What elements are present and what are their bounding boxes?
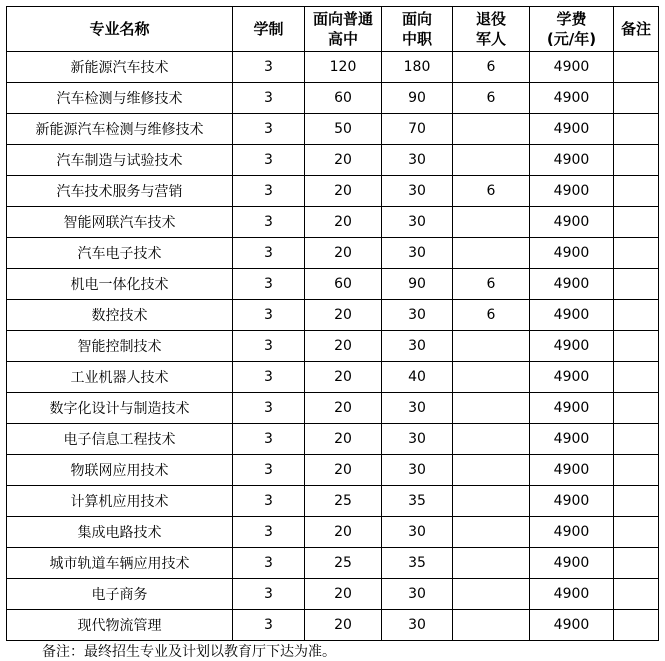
cell-remarks <box>614 145 659 176</box>
cell-vocational: 90 <box>382 83 453 114</box>
cell-veterans <box>453 455 530 486</box>
cell-duration: 3 <box>233 517 305 548</box>
cell-remarks <box>614 269 659 300</box>
cell-major-name: 数字化设计与制造技术 <box>7 393 233 424</box>
cell-veterans <box>453 517 530 548</box>
cell-vocational: 30 <box>382 393 453 424</box>
table-row <box>7 114 659 145</box>
cell-tuition: 4900 <box>530 579 614 610</box>
cell-tuition: 4900 <box>530 331 614 362</box>
cell-duration: 3 <box>233 455 305 486</box>
table-row <box>7 486 659 517</box>
cell-duration: 3 <box>233 393 305 424</box>
cell-duration: 3 <box>233 238 305 269</box>
cell-general-high-school: 60 <box>305 269 382 300</box>
cell-veterans: 6 <box>453 300 530 331</box>
table-row <box>7 393 659 424</box>
cell-remarks <box>614 579 659 610</box>
cell-general-high-school: 25 <box>305 548 382 579</box>
table-row <box>7 52 659 83</box>
header-veterans <box>453 7 530 52</box>
header-line2: 中职 <box>401 30 432 48</box>
header-line1: 专业名称 <box>89 20 150 38</box>
cell-vocational: 30 <box>382 238 453 269</box>
cell-vocational: 30 <box>382 424 453 455</box>
cell-major-name: 计算机应用技术 <box>7 486 233 517</box>
cell-general-high-school: 20 <box>305 207 382 238</box>
table-row <box>7 145 659 176</box>
cell-vocational: 35 <box>382 548 453 579</box>
cell-vocational: 180 <box>382 52 453 83</box>
cell-general-high-school: 120 <box>305 52 382 83</box>
cell-remarks <box>614 393 659 424</box>
cell-veterans <box>453 114 530 145</box>
cell-tuition: 4900 <box>530 238 614 269</box>
cell-tuition: 4900 <box>530 424 614 455</box>
cell-tuition: 4900 <box>530 362 614 393</box>
cell-remarks <box>614 83 659 114</box>
cell-duration: 3 <box>233 486 305 517</box>
cell-remarks <box>614 52 659 83</box>
cell-tuition: 4900 <box>530 114 614 145</box>
header-tuition <box>530 7 614 52</box>
cell-major-name: 机电一体化技术 <box>7 269 233 300</box>
cell-veterans <box>453 238 530 269</box>
cell-veterans <box>453 579 530 610</box>
cell-tuition: 4900 <box>530 393 614 424</box>
cell-veterans: 6 <box>453 83 530 114</box>
cell-veterans <box>453 362 530 393</box>
table-row <box>7 362 659 393</box>
cell-veterans <box>453 207 530 238</box>
footnote: 备注：最终招生专业及计划以教育厅下达为准。 <box>42 644 336 660</box>
cell-major-name: 汽车技术服务与营销 <box>7 176 233 207</box>
table-row <box>7 300 659 331</box>
cell-tuition: 4900 <box>530 517 614 548</box>
cell-duration: 3 <box>233 331 305 362</box>
cell-veterans <box>453 610 530 641</box>
header-line1: 退役 <box>475 10 506 28</box>
table-row <box>7 579 659 610</box>
cell-general-high-school: 20 <box>305 331 382 362</box>
table-row <box>7 176 659 207</box>
cell-vocational: 40 <box>382 362 453 393</box>
header-line2: 高中 <box>327 30 358 48</box>
header-line2: 军人 <box>475 30 506 48</box>
cell-vocational: 30 <box>382 145 453 176</box>
cell-duration: 3 <box>233 579 305 610</box>
table-row <box>7 331 659 362</box>
cell-tuition: 4900 <box>530 486 614 517</box>
header-remarks <box>614 7 659 52</box>
table-row <box>7 455 659 486</box>
cell-tuition: 4900 <box>530 300 614 331</box>
cell-vocational: 90 <box>382 269 453 300</box>
cell-veterans <box>453 145 530 176</box>
header-line1: 备注 <box>620 20 651 38</box>
cell-general-high-school: 50 <box>305 114 382 145</box>
table-row <box>7 548 659 579</box>
cell-tuition: 4900 <box>530 83 614 114</box>
cell-remarks <box>614 424 659 455</box>
cell-major-name: 物联网应用技术 <box>7 455 233 486</box>
cell-vocational: 35 <box>382 486 453 517</box>
cell-tuition: 4900 <box>530 548 614 579</box>
cell-veterans <box>453 548 530 579</box>
cell-tuition: 4900 <box>530 455 614 486</box>
cell-remarks <box>614 176 659 207</box>
cell-duration: 3 <box>233 145 305 176</box>
header-general-high-school <box>305 7 382 52</box>
cell-general-high-school: 20 <box>305 455 382 486</box>
cell-general-high-school: 25 <box>305 486 382 517</box>
cell-veterans: 6 <box>453 176 530 207</box>
cell-remarks <box>614 517 659 548</box>
cell-general-high-school: 20 <box>305 238 382 269</box>
cell-remarks <box>614 331 659 362</box>
cell-major-name: 新能源汽车技术 <box>7 52 233 83</box>
cell-duration: 3 <box>233 610 305 641</box>
cell-duration: 3 <box>233 83 305 114</box>
header-line1: 面向 <box>401 10 432 28</box>
header-major-name <box>7 7 233 52</box>
cell-tuition: 4900 <box>530 610 614 641</box>
cell-general-high-school: 20 <box>305 517 382 548</box>
cell-duration: 3 <box>233 548 305 579</box>
cell-remarks <box>614 548 659 579</box>
cell-general-high-school: 20 <box>305 145 382 176</box>
cell-tuition: 4900 <box>530 176 614 207</box>
cell-tuition: 4900 <box>530 145 614 176</box>
cell-remarks <box>614 207 659 238</box>
cell-major-name: 汽车电子技术 <box>7 238 233 269</box>
cell-veterans <box>453 331 530 362</box>
header-line2: (元/年) <box>546 30 597 48</box>
cell-duration: 3 <box>233 362 305 393</box>
cell-remarks <box>614 486 659 517</box>
cell-duration: 3 <box>233 207 305 238</box>
cell-tuition: 4900 <box>530 269 614 300</box>
table-row <box>7 517 659 548</box>
cell-general-high-school: 20 <box>305 300 382 331</box>
cell-vocational: 30 <box>382 579 453 610</box>
table-row <box>7 269 659 300</box>
cell-general-high-school: 20 <box>305 579 382 610</box>
cell-remarks <box>614 300 659 331</box>
header-vocational <box>382 7 453 52</box>
cell-major-name: 工业机器人技术 <box>7 362 233 393</box>
cell-vocational: 30 <box>382 455 453 486</box>
cell-general-high-school: 20 <box>305 610 382 641</box>
cell-duration: 3 <box>233 176 305 207</box>
cell-veterans <box>453 424 530 455</box>
cell-veterans <box>453 486 530 517</box>
enrollment-plan-table <box>6 6 659 641</box>
cell-major-name: 集成电路技术 <box>7 517 233 548</box>
cell-general-high-school: 20 <box>305 393 382 424</box>
cell-duration: 3 <box>233 424 305 455</box>
header-row <box>7 7 659 52</box>
cell-remarks <box>614 610 659 641</box>
cell-vocational: 30 <box>382 610 453 641</box>
cell-vocational: 30 <box>382 517 453 548</box>
cell-major-name: 新能源汽车检测与维修技术 <box>7 114 233 145</box>
table-row <box>7 238 659 269</box>
header-line1: 学制 <box>253 20 284 38</box>
cell-duration: 3 <box>233 300 305 331</box>
cell-remarks <box>614 114 659 145</box>
cell-major-name: 城市轨道车辆应用技术 <box>7 548 233 579</box>
cell-vocational: 30 <box>382 207 453 238</box>
table-body <box>7 52 659 641</box>
table-row <box>7 424 659 455</box>
cell-veterans <box>453 393 530 424</box>
cell-general-high-school: 20 <box>305 362 382 393</box>
header-duration <box>233 7 305 52</box>
cell-remarks <box>614 238 659 269</box>
cell-vocational: 30 <box>382 331 453 362</box>
cell-major-name: 电子信息工程技术 <box>7 424 233 455</box>
cell-major-name: 电子商务 <box>7 579 233 610</box>
cell-major-name: 智能控制技术 <box>7 331 233 362</box>
cell-remarks <box>614 362 659 393</box>
cell-general-high-school: 20 <box>305 176 382 207</box>
cell-tuition: 4900 <box>530 207 614 238</box>
cell-veterans: 6 <box>453 269 530 300</box>
cell-duration: 3 <box>233 52 305 83</box>
cell-vocational: 70 <box>382 114 453 145</box>
cell-major-name: 汽车检测与维修技术 <box>7 83 233 114</box>
cell-major-name: 现代物流管理 <box>7 610 233 641</box>
cell-vocational: 30 <box>382 300 453 331</box>
cell-duration: 3 <box>233 114 305 145</box>
cell-general-high-school: 60 <box>305 83 382 114</box>
table-row <box>7 610 659 641</box>
header-line1: 学费 <box>556 10 587 28</box>
table-row <box>7 207 659 238</box>
cell-remarks <box>614 455 659 486</box>
header-line1: 面向普通 <box>312 10 373 28</box>
cell-major-name: 智能网联汽车技术 <box>7 207 233 238</box>
cell-veterans: 6 <box>453 52 530 83</box>
table-row <box>7 83 659 114</box>
cell-tuition: 4900 <box>530 52 614 83</box>
cell-vocational: 30 <box>382 176 453 207</box>
cell-major-name: 汽车制造与试验技术 <box>7 145 233 176</box>
cell-major-name: 数控技术 <box>7 300 233 331</box>
cell-duration: 3 <box>233 269 305 300</box>
cell-general-high-school: 20 <box>305 424 382 455</box>
